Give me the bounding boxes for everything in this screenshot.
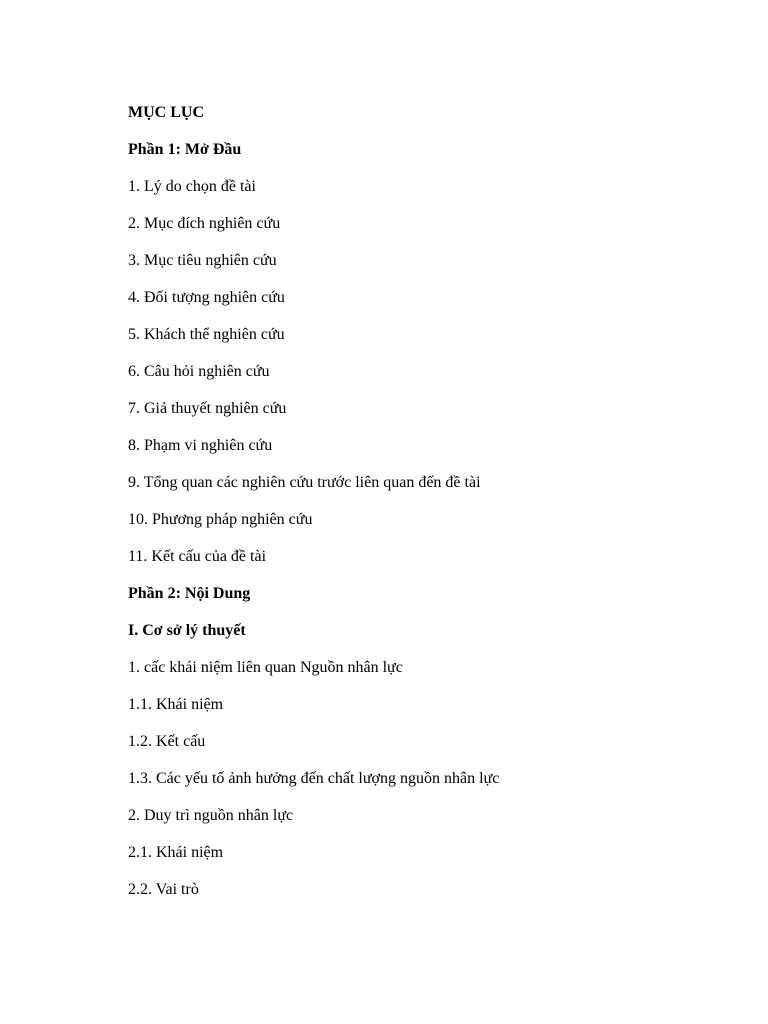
toc-entry: 6. Câu hỏi nghiên cứu: [128, 363, 270, 380]
toc-entry: 3. Mục tiêu nghiên cứu: [128, 252, 277, 269]
toc-entry: 2. Duy trì nguồn nhân lực: [128, 807, 294, 824]
toc-subentry: 1.1. Khái niệm: [128, 696, 224, 713]
toc-entry: 5. Khách thể nghiên cứu: [128, 326, 285, 343]
toc-entry: 1. cấc khái niệm liên quan Nguồn nhân lực: [128, 659, 403, 676]
toc-entry: 1. Lý do chọn đề tài: [128, 178, 256, 195]
toc-subentry: 1.2. Kết cấu: [128, 733, 206, 750]
toc-part-heading: Phần 1: Mở Đầu: [128, 141, 242, 158]
toc-entry: 9. Tổng quan các nghiên cứu trước liên quan đến đề tài: [128, 474, 481, 491]
toc-part-heading: Phần 2: Nội Dung: [128, 585, 251, 602]
toc-section-heading: I. Cơ sở lý thuyết: [128, 622, 246, 639]
toc-entry: 7. Giả thuyết nghiên cứu: [128, 400, 287, 417]
toc-entry: 8. Phạm vi nghiên cứu: [128, 437, 273, 454]
toc-subentry: 1.3. Các yếu tố ảnh hưởng đến chất lượng nguồn nhân lực: [128, 770, 500, 787]
toc-entry: 4. Đối tượng nghiên cứu: [128, 289, 285, 306]
toc-subentry: 2.2. Vai trò: [128, 881, 199, 898]
table-of-contents: [128, 102, 728, 916]
toc-entry: 10. Phương pháp nghiên cứu: [128, 511, 313, 528]
toc-title: MỤC LỤC: [128, 104, 204, 121]
toc-entry: 2. Mục đích nghiên cứu: [128, 215, 281, 232]
toc-entry: 11. Kết cấu của đề tài: [128, 548, 267, 565]
toc-subentry: 2.1. Khái niệm: [128, 844, 224, 861]
